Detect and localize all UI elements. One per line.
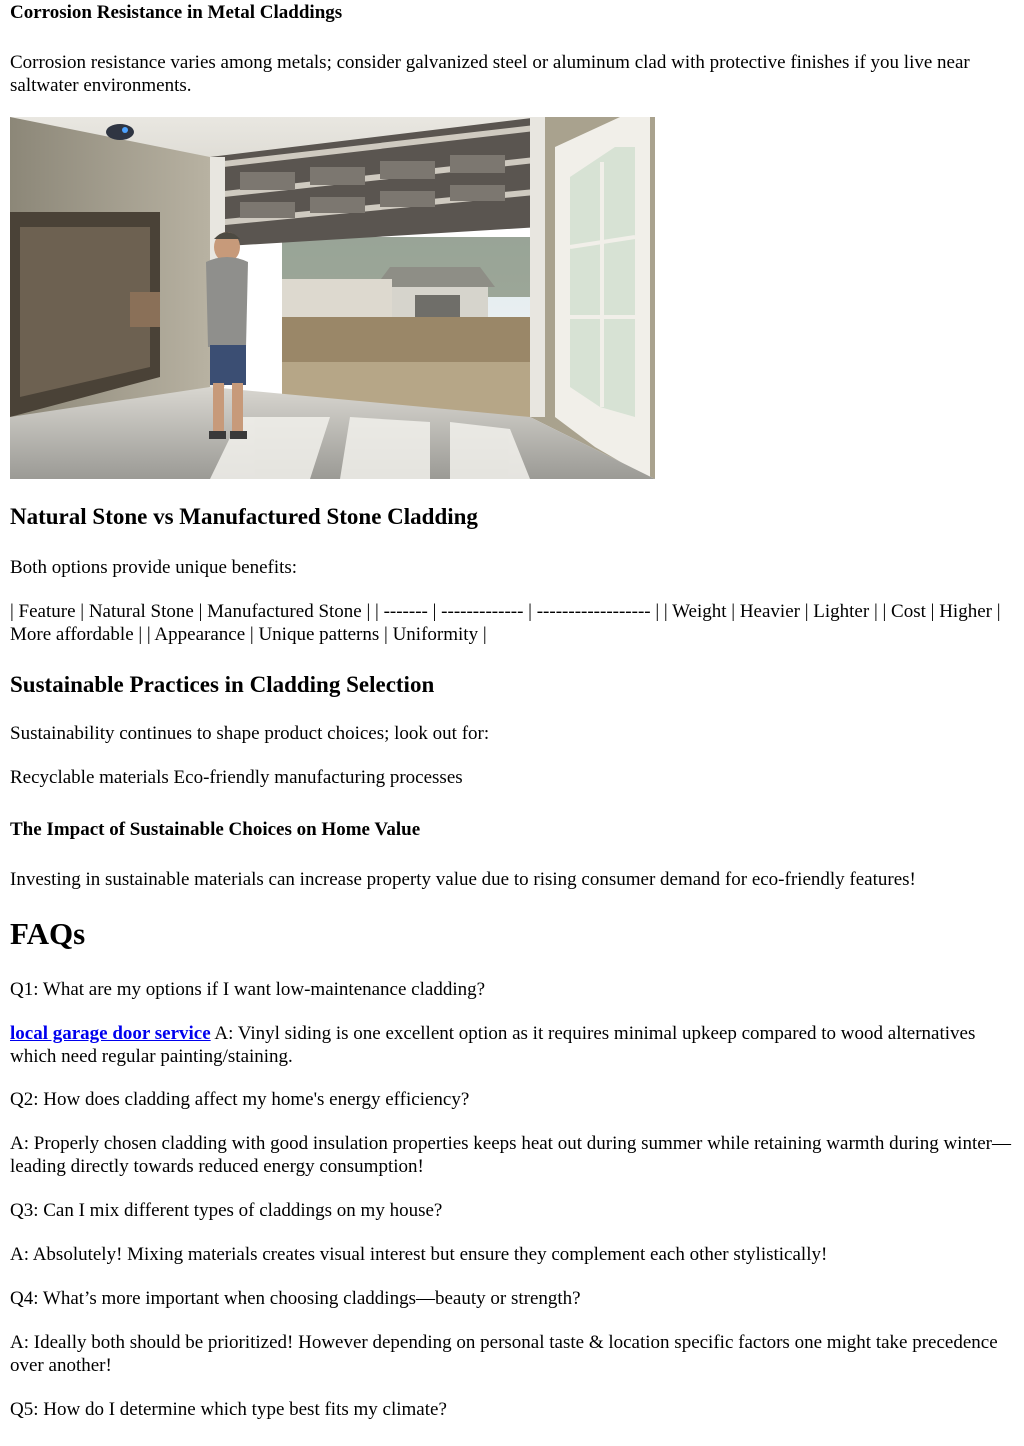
faq-question-2: Q2: How does cladding affect my home's energy efficiency? bbox=[10, 1089, 470, 1110]
heading-impact: The Impact of Sustainable Choices on Home Value bbox=[10, 819, 421, 840]
heading-stone: Natural Stone vs Manufactured Stone Cladding bbox=[10, 504, 478, 529]
heading-corrosion: Corrosion Resistance in Metal Claddings bbox=[10, 2, 343, 23]
faq-answer-1 bbox=[10, 1022, 1014, 1068]
local-garage-door-service-link[interactable]: local garage door service bbox=[10, 1023, 211, 1044]
paragraph-sustainable-intro: Sustainability continues to shape product choices; look out for: bbox=[10, 723, 490, 744]
faq-question-4: Q4: What’s more important when choosing claddings—beauty or strength? bbox=[10, 1288, 581, 1309]
paragraph-impact: Investing in sustainable materials can increase property value due to rising consumer demand for eco-friendly features! bbox=[10, 869, 916, 890]
paragraph-sustainable-list: Recyclable materials Eco-friendly manufacturing processes bbox=[10, 767, 463, 788]
faq-question-3: Q3: Can I mix different types of claddings on my house? bbox=[10, 1200, 443, 1221]
paragraph-stone-intro: Both options provide unique benefits: bbox=[10, 557, 298, 578]
faq-answer-1-text: A: Vinyl siding is one excellent option as it requires minimal upkeep compared to wood alternatives which need regular painting/staining. bbox=[10, 1023, 976, 1067]
garage-photo bbox=[10, 117, 655, 479]
heading-sustainable: Sustainable Practices in Cladding Selection bbox=[10, 672, 435, 697]
heading-faqs: FAQs bbox=[10, 916, 86, 951]
faq-answer-2: A: Properly chosen cladding with good insulation properties keeps heat out during summer while retaining warmth during winter—leading directly towards reduced energy consumption! bbox=[10, 1133, 1011, 1177]
paragraph-corrosion: Corrosion resistance varies among metals; consider galvanized steel or aluminum clad with protective finishes if you live near saltwater environments. bbox=[10, 52, 970, 96]
paragraph-stone-table: | Feature | Natural Stone | Manufactured Stone | | ------- | ------------- | ------------------ | | Weight | Heavier | Lighter | | Cost | Higher | More affordable | | Appearance | Unique patterns | Uniformity | bbox=[10, 601, 1001, 645]
faq-answer-4: A: Ideally both should be prioritized! However depending on personal taste & location specific factors one might take precedence over another! bbox=[10, 1332, 998, 1376]
faq-answer-3: A: Absolutely! Mixing materials creates visual interest but ensure they complement each other stylistically! bbox=[10, 1244, 828, 1265]
garage-photo-illustration bbox=[10, 117, 655, 479]
faq-question-1: Q1: What are my options if I want low-maintenance cladding? bbox=[10, 979, 486, 1000]
faq-question-5: Q5: How do I determine which type best fits my climate? bbox=[10, 1399, 447, 1420]
